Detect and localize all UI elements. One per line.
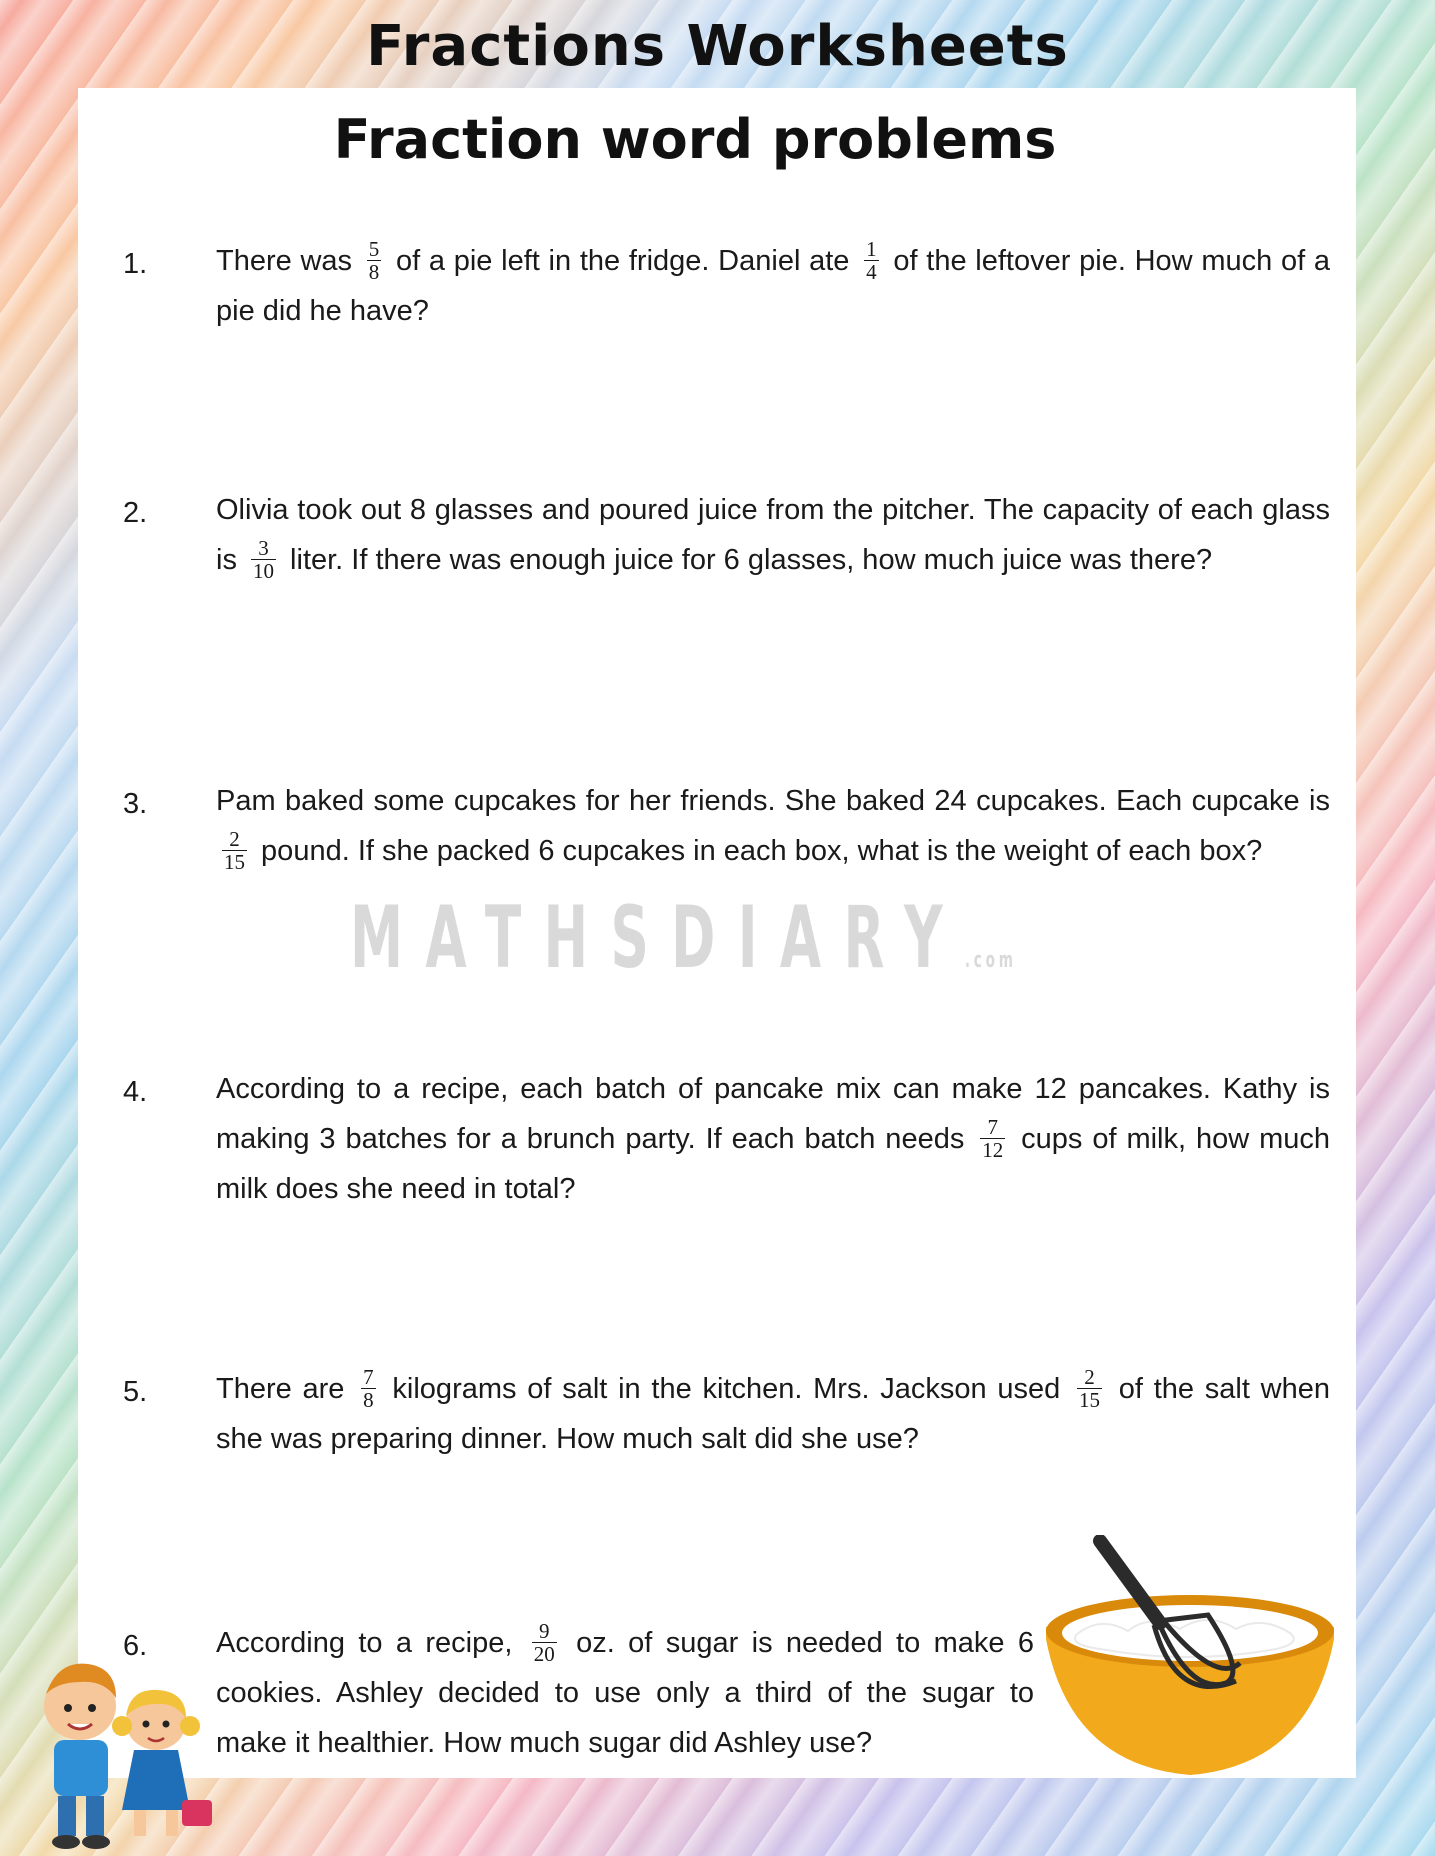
numerator: 1 — [866, 236, 877, 261]
fraction — [1077, 1366, 1102, 1411]
text-part: There are — [216, 1373, 356, 1405]
fraction — [367, 238, 382, 283]
text-part: Olivia took out 8 glasses and poured juice from the pitcher. The capacity of each glass is — [216, 494, 1330, 576]
text-part: There was — [216, 245, 361, 277]
fraction — [222, 828, 247, 873]
fraction — [532, 1620, 557, 1665]
problem-text — [216, 485, 1330, 585]
problem-number: 2. — [123, 497, 148, 529]
text-part: of the salt when she was preparing dinner. How much salt did she use? — [216, 1373, 1330, 1455]
problem-text — [216, 776, 1330, 876]
text-part: cups of milk, how much milk does she need in total? — [216, 1123, 1330, 1205]
text-part: oz. of sugar is needed to make 6 cookies. Ashley decided to use only a third of the sugar to make it healthier. How much sugar did Ashley use? — [216, 1627, 1035, 1759]
numerator: 5 — [368, 236, 380, 261]
numerator: 2 — [222, 828, 247, 851]
problem-text — [216, 1618, 1034, 1768]
denominator: 8 — [363, 1387, 374, 1412]
denominator: 12 — [982, 1137, 1004, 1162]
page-subtitle: Fraction word problems — [333, 108, 1057, 171]
watermark-text: MATHSDIARY — [350, 888, 965, 988]
problem-number: 4. — [123, 1076, 148, 1108]
text-part: liter. If there was enough juice for 6 glasses, how much juice was there? — [282, 544, 1213, 576]
text-part: of a pie left in the fridge. Daniel ate — [387, 245, 859, 277]
denominator: 8 — [368, 259, 380, 284]
numerator: 7 — [980, 1116, 1005, 1139]
text-part: kilograms of salt in the kitchen. Mrs. Jackson used — [381, 1373, 1072, 1405]
numerator: 7 — [363, 1364, 374, 1389]
problem-text — [216, 236, 1330, 336]
fraction — [361, 1366, 376, 1411]
numerator: 3 — [251, 537, 276, 560]
text-part: Pam baked some cupcakes for her friends. She baked 24 cupcakes. Each cupcake is — [216, 785, 1330, 817]
mixing-bowl-whisk-icon — [1040, 1535, 1340, 1780]
problem-number: 3. — [123, 788, 148, 820]
problem-number: 1. — [123, 248, 148, 280]
text-part: of the leftover pie. How much of a pie did he have? — [216, 245, 1330, 327]
denominator: 4 — [866, 259, 877, 284]
page-title: Fractions Worksheets — [366, 14, 1069, 79]
denominator: 15 — [1079, 1387, 1101, 1412]
denominator: 20 — [533, 1641, 555, 1666]
watermark — [350, 888, 1017, 988]
watermark-suffix: .com — [964, 948, 1017, 973]
problem-text — [216, 1364, 1330, 1464]
denominator: 10 — [253, 558, 274, 583]
text-part: According to a recipe, — [216, 1627, 526, 1659]
problem-number: 6. — [123, 1630, 148, 1662]
cartoon-kids-icon — [18, 1650, 218, 1856]
numerator: 9 — [532, 1620, 557, 1643]
problem-number: 5. — [123, 1376, 148, 1408]
numerator: 2 — [1077, 1366, 1102, 1389]
fraction — [864, 238, 879, 283]
denominator: 15 — [224, 849, 245, 874]
text-part: pound. If she packed 6 cupcakes in each box, what is the weight of each box? — [253, 835, 1263, 867]
problem-text — [216, 1064, 1330, 1214]
fraction — [251, 537, 276, 582]
fraction — [980, 1116, 1005, 1161]
text-part: According to a recipe, each batch of pancake mix can make 12 pancakes. Kathy is making 3 batches for a brunch party. If each batch needs — [216, 1073, 1330, 1155]
